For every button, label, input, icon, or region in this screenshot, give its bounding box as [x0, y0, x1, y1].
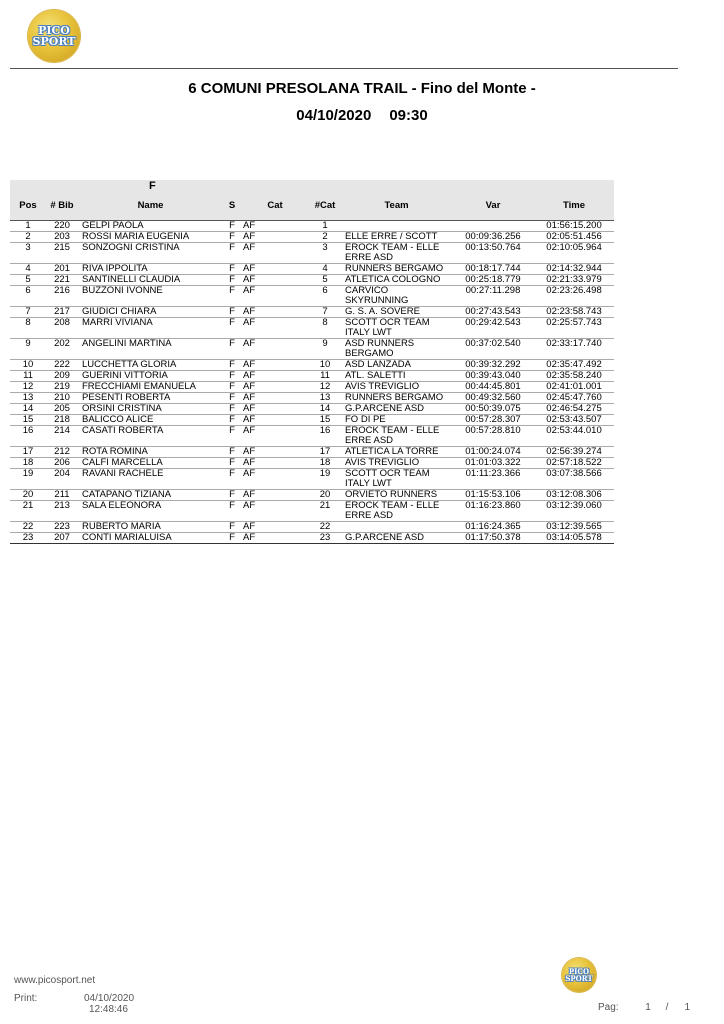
cell-team: EROCK TEAM - ELLE ERRE ASD — [341, 243, 452, 264]
cell-var: 01:16:24.365 — [452, 522, 534, 533]
cell-sex: F — [223, 339, 241, 360]
cell-pos: 11 — [10, 371, 46, 382]
cell-sex: F — [223, 318, 241, 339]
cell-cat-rank: 15 — [309, 415, 341, 426]
cell-name: BUZZONI IVONNE — [78, 286, 223, 307]
table-row — [10, 360, 614, 371]
cell-team: SCOTT OCR TEAM ITALY LWT — [341, 318, 452, 339]
cell-cat-rank: 10 — [309, 360, 341, 371]
cell-cat-rank: 8 — [309, 318, 341, 339]
cell-sex: F — [223, 469, 241, 490]
cell-pos: 19 — [10, 469, 46, 490]
cell-pos: 4 — [10, 264, 46, 275]
cell-time: 02:53:44.010 — [534, 426, 614, 447]
cell-sex: F — [223, 371, 241, 382]
cell-name: FRECCHIAMI EMANUELA — [78, 382, 223, 393]
cell-sex: F — [223, 286, 241, 307]
cell-bib: 215 — [46, 243, 78, 264]
footer-website: www.picosport.net — [14, 975, 96, 986]
cell-pos: 20 — [10, 490, 46, 501]
cell-bib: 220 — [46, 221, 78, 232]
cell-cat: AF — [241, 232, 309, 243]
cell-var: 01:15:53.106 — [452, 490, 534, 501]
cell-cat-rank: 5 — [309, 275, 341, 286]
cell-cat: AF — [241, 382, 309, 393]
cell-cat-rank: 17 — [309, 447, 341, 458]
cell-cat: AF — [241, 533, 309, 544]
cell-var: 00:13:50.764 — [452, 243, 534, 264]
cell-sex: F — [223, 307, 241, 318]
cell-bib: 217 — [46, 307, 78, 318]
cell-sex: F — [223, 426, 241, 447]
cell-name: PESENTI ROBERTA — [78, 393, 223, 404]
cell-cat-rank: 2 — [309, 232, 341, 243]
cell-time: 03:12:39.060 — [534, 501, 614, 522]
cell-cat: AF — [241, 286, 309, 307]
group-header-row — [10, 180, 614, 200]
table-row — [10, 469, 614, 490]
cell-var: 01:00:24.074 — [452, 447, 534, 458]
cell-var: 01:11:23.366 — [452, 469, 534, 490]
cell-time: 02:23:26.498 — [534, 286, 614, 307]
cell-var: 00:09:36.256 — [452, 232, 534, 243]
footer-page-number — [598, 1002, 690, 1013]
cell-cat: AF — [241, 275, 309, 286]
footer-page-sep: / — [665, 1002, 669, 1013]
cell-team: ORVIETO RUNNERS — [341, 490, 452, 501]
cell-cat-rank: 18 — [309, 458, 341, 469]
cell-name: ANGELINI MARTINA — [78, 339, 223, 360]
event-title: 6 COMUNI PRESOLANA TRAIL - Fino del Monte - — [188, 80, 536, 97]
cell-time: 02:23:58.743 — [534, 307, 614, 318]
col-header-var: Var — [452, 200, 534, 221]
cell-cat-rank: 9 — [309, 339, 341, 360]
header-divider — [10, 68, 678, 69]
cell-pos: 18 — [10, 458, 46, 469]
col-header-sex: S — [223, 200, 241, 221]
cell-var: 00:57:28.810 — [452, 426, 534, 447]
cell-bib: 206 — [46, 458, 78, 469]
cell-name: RAVANI RACHELE — [78, 469, 223, 490]
cell-bib: 211 — [46, 490, 78, 501]
cell-team — [341, 221, 452, 232]
cell-sex: F — [223, 382, 241, 393]
col-header-pos: Pos — [10, 200, 46, 221]
cell-name: CALFI MARCELLA — [78, 458, 223, 469]
cell-bib: 205 — [46, 404, 78, 415]
cell-bib: 203 — [46, 232, 78, 243]
cell-pos: 17 — [10, 447, 46, 458]
cell-sex: F — [223, 533, 241, 544]
cell-bib: 207 — [46, 533, 78, 544]
cell-time: 02:05:51.456 — [534, 232, 614, 243]
cell-pos: 14 — [10, 404, 46, 415]
table-row — [10, 404, 614, 415]
cell-team: RUNNERS BERGAMO — [341, 264, 452, 275]
cell-time: 02:35:58.240 — [534, 371, 614, 382]
event-date-time — [0, 107, 724, 124]
cell-cat: AF — [241, 243, 309, 264]
footer-page-label: Pag: — [598, 1002, 619, 1013]
cell-var: 00:18:17.744 — [452, 264, 534, 275]
table-row — [10, 393, 614, 404]
cell-sex: F — [223, 404, 241, 415]
cell-var: 00:25:18.779 — [452, 275, 534, 286]
cell-time: 02:46:54.275 — [534, 404, 614, 415]
logo-text-line2: SPORT — [32, 35, 76, 48]
cell-cat-rank: 23 — [309, 533, 341, 544]
cell-bib: 209 — [46, 371, 78, 382]
table-row — [10, 264, 614, 275]
table-row — [10, 490, 614, 501]
cell-sex: F — [223, 458, 241, 469]
cell-pos: 7 — [10, 307, 46, 318]
cell-cat: AF — [241, 447, 309, 458]
table-row — [10, 522, 614, 533]
col-header-bib: # Bib — [46, 200, 78, 221]
cell-cat: AF — [241, 522, 309, 533]
footer-print-time: 12:48:46 — [89, 1004, 128, 1015]
cell-var: 00:27:11.298 — [452, 286, 534, 307]
table-row — [10, 243, 614, 264]
cell-name: RIVA IPPOLITA — [78, 264, 223, 275]
cell-cat-rank: 12 — [309, 382, 341, 393]
cell-cat-rank: 20 — [309, 490, 341, 501]
cell-cat: AF — [241, 360, 309, 371]
cell-name: GUERINI VITTORIA — [78, 371, 223, 382]
picosport-logo — [28, 10, 80, 62]
cell-team: ELLE ERRE / SCOTT — [341, 232, 452, 243]
col-header-cat: Cat — [241, 200, 309, 221]
cell-time: 03:07:38.566 — [534, 469, 614, 490]
col-header-cat-rank: #Cat — [309, 200, 341, 221]
table-row — [10, 447, 614, 458]
col-header-team: Team — [341, 200, 452, 221]
cell-team: RUNNERS BERGAMO — [341, 393, 452, 404]
cell-team: ATLETICA LA TORRE — [341, 447, 452, 458]
cell-name: SONZOGNI CRISTINA — [78, 243, 223, 264]
cell-bib: 214 — [46, 426, 78, 447]
cell-team: ATLETICA COLOGNO — [341, 275, 452, 286]
table-row — [10, 458, 614, 469]
footer-logo-text-line1: PICO — [568, 967, 590, 976]
cell-name: LUCCHETTA GLORIA — [78, 360, 223, 371]
cell-var: 01:01:03.322 — [452, 458, 534, 469]
cell-time: 02:35:47.492 — [534, 360, 614, 371]
cell-var: 00:29:42.543 — [452, 318, 534, 339]
cell-name: SANTINELLI CLAUDIA — [78, 275, 223, 286]
footer-logo-text-line2: SPORT — [565, 974, 593, 983]
cell-sex: F — [223, 490, 241, 501]
cell-pos: 12 — [10, 382, 46, 393]
cell-sex: F — [223, 360, 241, 371]
cell-sex: F — [223, 522, 241, 533]
cell-time: 02:45:47.760 — [534, 393, 614, 404]
cell-name: GIUDICI CHIARA — [78, 307, 223, 318]
cell-sex: F — [223, 447, 241, 458]
cell-var — [452, 221, 534, 232]
picosport-footer-logo — [562, 958, 596, 992]
cell-var: 01:16:23.860 — [452, 501, 534, 522]
cell-sex: F — [223, 243, 241, 264]
cell-team: ASD LANZADA — [341, 360, 452, 371]
cell-cat: AF — [241, 264, 309, 275]
cell-cat: AF — [241, 339, 309, 360]
cell-time: 03:14:05.578 — [534, 533, 614, 544]
cell-var: 00:49:32.560 — [452, 393, 534, 404]
cell-team: SCOTT OCR TEAM ITALY LWT — [341, 469, 452, 490]
table-row — [10, 533, 614, 544]
cell-cat-rank: 22 — [309, 522, 341, 533]
table-row — [10, 339, 614, 360]
table-row — [10, 501, 614, 522]
event-date: 04/10/2020 — [296, 107, 372, 124]
table-row — [10, 426, 614, 447]
cell-pos: 8 — [10, 318, 46, 339]
cell-cat: AF — [241, 404, 309, 415]
cell-bib: 218 — [46, 415, 78, 426]
cell-cat-rank: 4 — [309, 264, 341, 275]
cell-bib: 221 — [46, 275, 78, 286]
cell-team: EROCK TEAM - ELLE ERRE ASD — [341, 426, 452, 447]
cell-sex: F — [223, 415, 241, 426]
cell-name: ORSINI CRISTINA — [78, 404, 223, 415]
cell-cat: AF — [241, 415, 309, 426]
cell-name: CATAPANO TIZIANA — [78, 490, 223, 501]
table-row — [10, 221, 614, 232]
cell-pos: 1 — [10, 221, 46, 232]
group-label: F — [10, 180, 614, 200]
cell-sex: F — [223, 393, 241, 404]
cell-cat: AF — [241, 393, 309, 404]
cell-var: 00:50:39.075 — [452, 404, 534, 415]
cell-var: 00:57:28.307 — [452, 415, 534, 426]
cell-bib: 223 — [46, 522, 78, 533]
cell-team: G. S. A. SOVERE — [341, 307, 452, 318]
cell-name: ROSSI MARIA EUGENIA — [78, 232, 223, 243]
table-row — [10, 307, 614, 318]
cell-team: G.P.ARCENE ASD — [341, 533, 452, 544]
cell-name: MARRI VIVIANA — [78, 318, 223, 339]
col-header-name: Name — [78, 200, 223, 221]
cell-time: 02:41:01.001 — [534, 382, 614, 393]
cell-team: EROCK TEAM - ELLE ERRE ASD — [341, 501, 452, 522]
cell-pos: 16 — [10, 426, 46, 447]
cell-bib: 201 — [46, 264, 78, 275]
table-row — [10, 232, 614, 243]
cell-pos: 3 — [10, 243, 46, 264]
cell-sex: F — [223, 275, 241, 286]
cell-time: 03:12:39.565 — [534, 522, 614, 533]
cell-time: 02:14:32.944 — [534, 264, 614, 275]
cell-time: 02:21:33.979 — [534, 275, 614, 286]
table-row — [10, 382, 614, 393]
footer-print-label: Print: — [14, 993, 38, 1004]
cell-team: FO DI PE — [341, 415, 452, 426]
cell-cat: AF — [241, 221, 309, 232]
cell-cat: AF — [241, 490, 309, 501]
cell-pos: 5 — [10, 275, 46, 286]
cell-time: 02:25:57.743 — [534, 318, 614, 339]
cell-bib: 202 — [46, 339, 78, 360]
cell-team: ATL. SALETTI — [341, 371, 452, 382]
cell-sex: F — [223, 264, 241, 275]
cell-time: 03:12:08.306 — [534, 490, 614, 501]
cell-var: 01:17:50.378 — [452, 533, 534, 544]
cell-cat-rank: 13 — [309, 393, 341, 404]
cell-var: 00:27:43.543 — [452, 307, 534, 318]
cell-bib: 219 — [46, 382, 78, 393]
cell-cat-rank: 3 — [309, 243, 341, 264]
cell-time: 02:53:43.507 — [534, 415, 614, 426]
cell-sex: F — [223, 221, 241, 232]
col-header-time: Time — [534, 200, 614, 221]
cell-team — [341, 522, 452, 533]
table-row — [10, 318, 614, 339]
table-row — [10, 371, 614, 382]
table-row — [10, 286, 614, 307]
cell-sex: F — [223, 232, 241, 243]
cell-cat-rank: 19 — [309, 469, 341, 490]
cell-sex: F — [223, 501, 241, 522]
cell-cat-rank: 7 — [309, 307, 341, 318]
cell-cat-rank: 14 — [309, 404, 341, 415]
cell-cat-rank: 6 — [309, 286, 341, 307]
cell-cat: AF — [241, 426, 309, 447]
cell-pos: 23 — [10, 533, 46, 544]
cell-name: SALA ELEONORA — [78, 501, 223, 522]
cell-cat-rank: 11 — [309, 371, 341, 382]
cell-var: 00:37:02.540 — [452, 339, 534, 360]
cell-var: 00:44:45.801 — [452, 382, 534, 393]
cell-bib: 222 — [46, 360, 78, 371]
cell-var: 00:39:43.040 — [452, 371, 534, 382]
results-table — [10, 180, 614, 544]
cell-name: CASATI ROBERTA — [78, 426, 223, 447]
cell-cat: AF — [241, 501, 309, 522]
cell-team: ASD RUNNERS BERGAMO — [341, 339, 452, 360]
cell-bib: 210 — [46, 393, 78, 404]
footer-print-date: 04/10/2020 — [84, 993, 135, 1004]
cell-name: GELPI PAOLA — [78, 221, 223, 232]
cell-time: 01:56:15.200 — [534, 221, 614, 232]
cell-bib: 212 — [46, 447, 78, 458]
cell-pos: 13 — [10, 393, 46, 404]
table-row — [10, 275, 614, 286]
cell-cat: AF — [241, 371, 309, 382]
cell-team: G.P.ARCENE ASD — [341, 404, 452, 415]
cell-name: ROTA ROMINA — [78, 447, 223, 458]
cell-cat-rank: 21 — [309, 501, 341, 522]
cell-team: CARVICO SKYRUNNING — [341, 286, 452, 307]
cell-name: CONTI MARIALUISA — [78, 533, 223, 544]
cell-cat-rank: 1 — [309, 221, 341, 232]
cell-name: RUBERTO MARIA — [78, 522, 223, 533]
cell-pos: 2 — [10, 232, 46, 243]
cell-cat: AF — [241, 458, 309, 469]
cell-pos: 21 — [10, 501, 46, 522]
cell-bib: 204 — [46, 469, 78, 490]
cell-cat: AF — [241, 318, 309, 339]
cell-cat-rank: 16 — [309, 426, 341, 447]
cell-pos: 22 — [10, 522, 46, 533]
cell-var: 00:39:32.292 — [452, 360, 534, 371]
column-header-row — [10, 200, 614, 221]
cell-team: AVIS TREVIGLIO — [341, 458, 452, 469]
cell-time: 02:57:18.522 — [534, 458, 614, 469]
cell-bib: 208 — [46, 318, 78, 339]
footer-page-current: 1 — [645, 1002, 651, 1013]
cell-cat: AF — [241, 307, 309, 318]
footer-page-total: 1 — [684, 1002, 690, 1013]
cell-pos: 6 — [10, 286, 46, 307]
cell-pos: 9 — [10, 339, 46, 360]
cell-team: AVIS TREVIGLIO — [341, 382, 452, 393]
table-row — [10, 415, 614, 426]
cell-pos: 15 — [10, 415, 46, 426]
event-time: 09:30 — [389, 107, 428, 124]
cell-time: 02:10:05.964 — [534, 243, 614, 264]
cell-cat: AF — [241, 469, 309, 490]
cell-name: BALICCO ALICE — [78, 415, 223, 426]
logo-text-line1: PICO — [38, 24, 70, 37]
cell-time: 02:56:39.274 — [534, 447, 614, 458]
cell-bib: 213 — [46, 501, 78, 522]
cell-time: 02:33:17.740 — [534, 339, 614, 360]
cell-pos: 10 — [10, 360, 46, 371]
cell-bib: 216 — [46, 286, 78, 307]
